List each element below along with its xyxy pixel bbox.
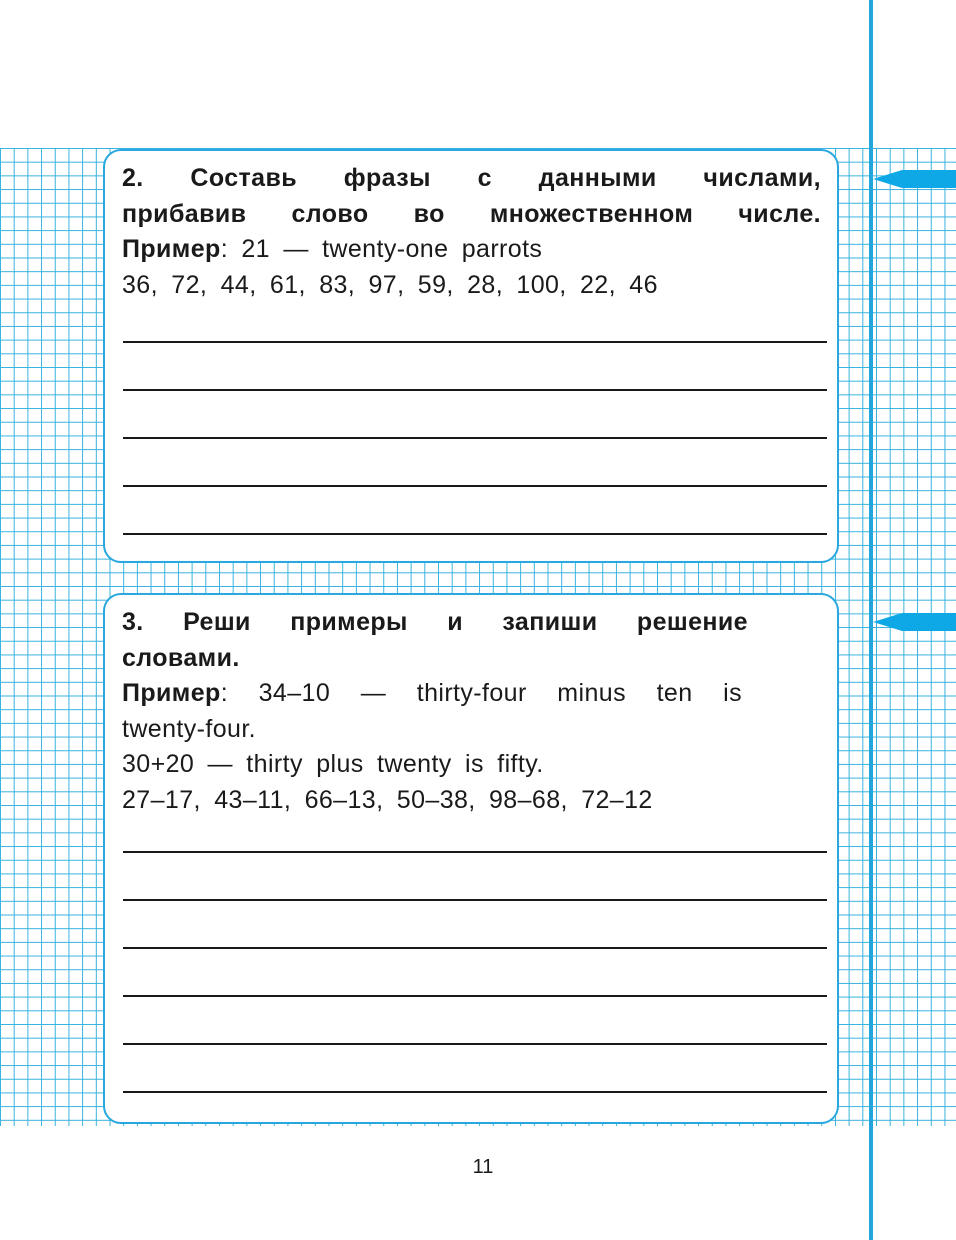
answer-line[interactable] bbox=[123, 899, 827, 901]
task-3-card bbox=[103, 593, 839, 1124]
answer-line[interactable] bbox=[123, 1091, 827, 1093]
example-label: Пример bbox=[122, 679, 221, 707]
task-3-problems: 27–17, 43–11, 66–13, 50–38, 98–68, 72–12 bbox=[122, 785, 653, 814]
task-3-title-line-1: 3. Реши примеры и запиши решение bbox=[122, 608, 748, 636]
answer-line[interactable] bbox=[123, 437, 827, 439]
task-3-example-line-2: twenty-four. bbox=[122, 714, 257, 743]
task-2-example bbox=[122, 232, 821, 268]
task-2-example-text: : 21 — twenty-one parrots bbox=[220, 235, 543, 263]
answer-line[interactable] bbox=[123, 851, 827, 853]
task-2-card bbox=[103, 149, 839, 563]
answer-line[interactable] bbox=[123, 947, 827, 949]
task-2-title-line-2: прибавив слово во множественном числе. bbox=[122, 199, 821, 228]
answer-line[interactable] bbox=[123, 995, 827, 997]
answer-line[interactable] bbox=[123, 341, 827, 343]
answer-line[interactable] bbox=[123, 485, 827, 487]
example-label: Пример bbox=[122, 235, 221, 263]
answer-line[interactable] bbox=[123, 1043, 827, 1045]
task-3-title-line-2: словами. bbox=[122, 643, 240, 672]
answer-line[interactable] bbox=[123, 533, 827, 535]
task-2-title-line-1: 2. Составь фразы с данными числами, bbox=[122, 164, 821, 192]
task-3-example-line-3: 30+20 — thirty plus twenty is fifty. bbox=[122, 750, 544, 778]
margin-line bbox=[869, 0, 873, 1240]
task-3-example-text-1: : 34–10 — thirty-four minus ten is bbox=[220, 679, 742, 707]
answer-line[interactable] bbox=[123, 389, 827, 391]
task-2-numbers: 36, 72, 44, 61, 83, 97, 59, 28, 100, 22, 46 bbox=[122, 270, 658, 299]
page-number: 11 bbox=[472, 1156, 494, 1178]
task-3-example-line-1 bbox=[122, 676, 742, 712]
